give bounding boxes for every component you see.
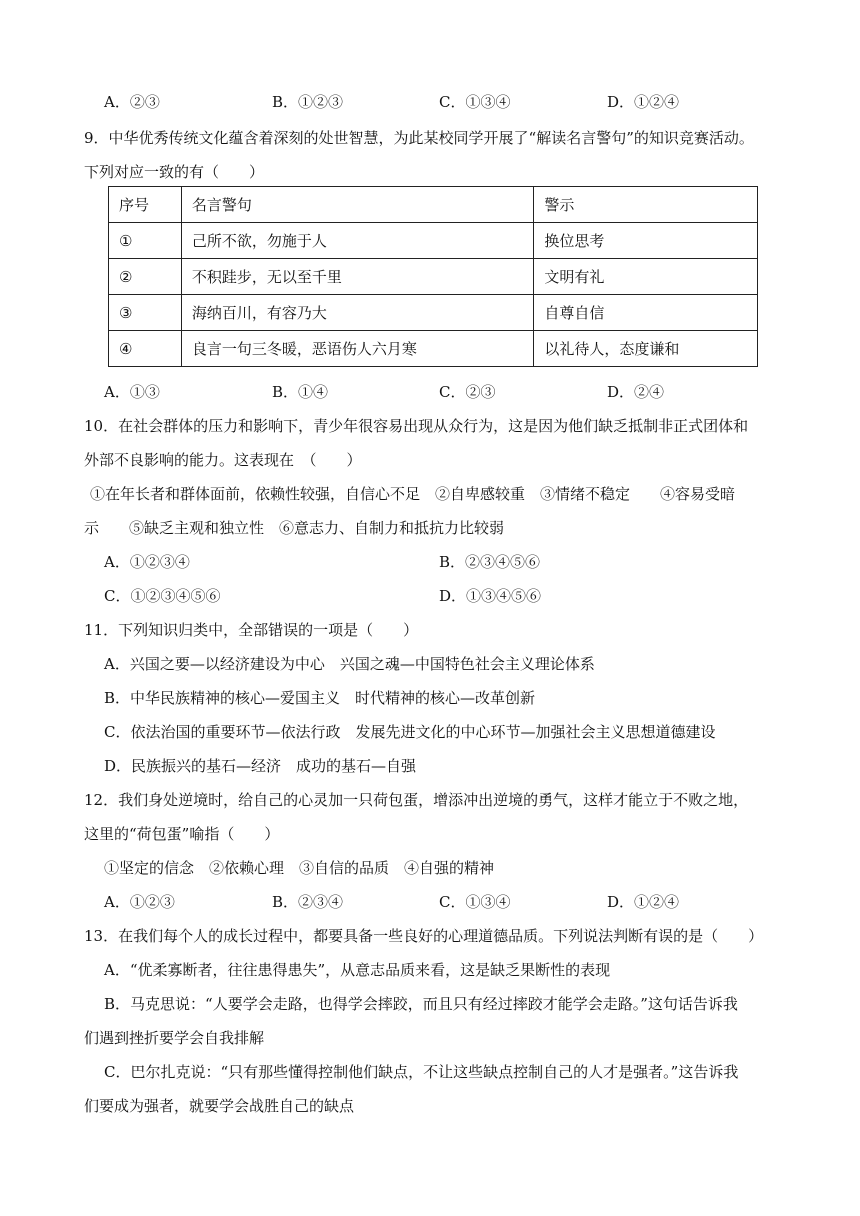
q13-option-c-line1: C．巴尔扎克说：“只有那些懂得控制他们缺点，不让这些缺点控制自己的人才是强者。”这告诉我 <box>104 1063 739 1081</box>
q12-option-b: B．②③④ <box>272 893 344 911</box>
q12-option-c: C．①③④ <box>439 893 511 911</box>
q11-option-b: B．中华民族精神的核心—爱国主义 时代精神的核心—改革创新 <box>104 689 536 707</box>
q8-option-a: A．②③ <box>104 93 160 111</box>
q9-stem-line2: 下列对应一致的有（ ） <box>84 163 265 181</box>
q12-option-a: A．①②③ <box>104 893 175 911</box>
table-cell: 换位思考 <box>534 223 758 259</box>
table-header-cell: 警示 <box>534 187 758 223</box>
table-row <box>109 331 758 367</box>
q10-option-d: D．①③④⑤⑥ <box>439 587 542 605</box>
q12-stem-line2: 这里的“荷包蛋”喻指（ ） <box>84 825 280 843</box>
table-row <box>109 295 758 331</box>
q11-stem: 11．下列知识归类中，全部错误的一项是（ ） <box>84 621 419 639</box>
q9-table <box>108 186 758 367</box>
q8-option-d: D．①②④ <box>607 93 680 111</box>
q13-option-c-line2: 们要成为强者，就要学会战胜自己的缺点 <box>84 1097 355 1115</box>
table-header-row <box>109 187 758 223</box>
table-cell: ① <box>109 223 182 259</box>
q11-option-d: D．民族振兴的基石—经济 成功的基石—自强 <box>104 757 417 775</box>
table-cell: 不积跬步，无以至千里 <box>181 259 533 295</box>
q13-option-b-line1: B．马克思说：“人要学会走路，也得学会摔跤，而且只有经过摔跤才能学会走路。”这句话告诉我 <box>104 995 738 1013</box>
q10-stem-line1: 10．在社会群体的压力和影响下，青少年很容易出现从众行为，这是因为他们缺乏抵制非正式团体和 <box>84 417 749 435</box>
table-cell: 良言一句三冬暖，恶语伤人六月寒 <box>181 331 533 367</box>
table-header-cell: 名言警句 <box>181 187 533 223</box>
table-cell: 自尊自信 <box>534 295 758 331</box>
q10-stem-line2: 外部不良影响的能力。这表现在 （ ） <box>84 451 362 469</box>
q9-option-a: A．①③ <box>104 383 160 401</box>
q9-option-c: C．②③ <box>439 383 496 401</box>
table-cell: 海纳百川，有容乃大 <box>181 295 533 331</box>
q10-option-c: C．①②③④⑤⑥ <box>104 587 221 605</box>
table-header-cell: 序号 <box>109 187 182 223</box>
q9-option-d: D．②④ <box>607 383 665 401</box>
q10-items-line2: 示 ⑤缺乏主观和独立性 ⑥意志力、自制力和抵抗力比较弱 <box>84 519 505 537</box>
q12-option-d: D．①②④ <box>607 893 680 911</box>
table-row <box>109 259 758 295</box>
q9-option-b: B．①④ <box>272 383 329 401</box>
q11-option-a: A．兴国之要—以经济建设为中心 兴国之魂—中国特色社会主义理论体系 <box>104 655 595 673</box>
q12-stem-line1: 12．我们身处逆境时，给自己的心灵加一只荷包蛋，增添冲出逆境的勇气，这样才能立于不败之地， <box>84 791 749 809</box>
q8-option-c: C．①③④ <box>439 93 511 111</box>
q9-stem-line1: 9．中华优秀传统文化蕴含着深刻的处世智慧，为此某校同学开展了“解读名言警句”的知识竞赛活动。 <box>84 129 754 147</box>
q12-items: ①坚定的信念 ②依赖心理 ③自信的品质 ④自强的精神 <box>104 859 495 877</box>
table-cell: ② <box>109 259 182 295</box>
q10-option-b: B．②③④⑤⑥ <box>439 553 541 571</box>
q13-option-b-line2: 们遇到挫折要学会自我排解 <box>84 1029 265 1047</box>
q11-option-c: C．依法治国的重要环节—依法行政 发展先进文化的中心环节—加强社会主义思想道德建设 <box>104 723 716 741</box>
table-cell: ④ <box>109 331 182 367</box>
q10-items-line1: ①在年长者和群体面前，依赖性较强，自信心不足 ②自卑感较重 ③情绪不稳定 ④容易受暗 <box>90 485 736 503</box>
q13-stem: 13．在我们每个人的成长过程中，都要具备一些良好的心理道德品质。下列说法判断有误的是（ ） <box>84 927 764 945</box>
table-row <box>109 223 758 259</box>
table-cell: 以礼待人，态度谦和 <box>534 331 758 367</box>
q8-option-b: B．①②③ <box>272 93 344 111</box>
q13-option-a: A．“优柔寡断者，往往患得患失”，从意志品质来看，这是缺乏果断性的表现 <box>104 961 611 979</box>
table-cell: ③ <box>109 295 182 331</box>
table-cell: 文明有礼 <box>534 259 758 295</box>
q10-option-a: A．①②③④ <box>104 553 190 571</box>
table-cell: 己所不欲，勿施于人 <box>181 223 533 259</box>
